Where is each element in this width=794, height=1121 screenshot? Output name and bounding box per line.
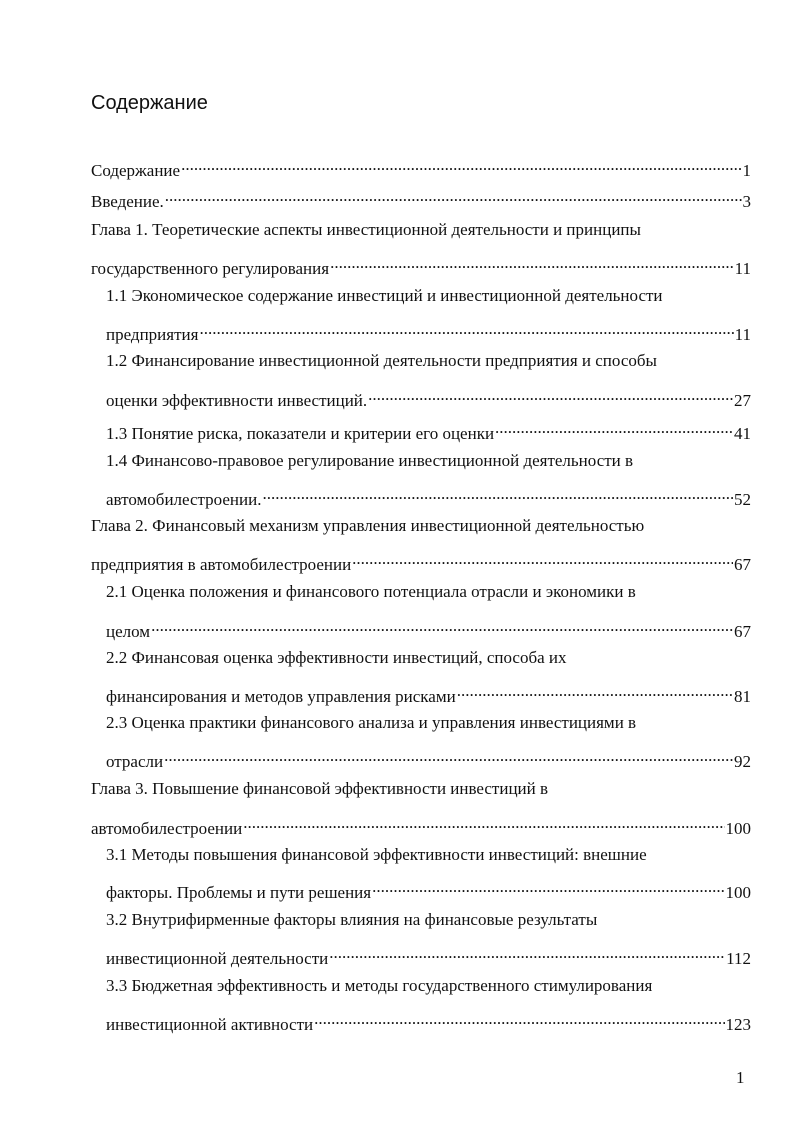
toc-leader-dots [329, 942, 725, 964]
toc-entry-1-2-line1[interactable] [106, 350, 657, 372]
toc-leader-dots [495, 417, 733, 439]
toc-entry-title: Содержание [91, 161, 181, 180]
toc-leader-dots [151, 615, 733, 637]
toc-entry-chapter2-line1[interactable] [91, 515, 644, 537]
toc-entry-2-3-line1[interactable] [106, 712, 636, 734]
toc-leader-dots [330, 252, 734, 274]
toc-entry-page: 123 [725, 1015, 751, 1034]
toc-entry-title: автомобилестроении [91, 819, 243, 838]
toc-entry-title: 3.3 Бюджетная эффективность и методы государственного стимулирования [106, 976, 653, 995]
toc-entry-page: 11 [734, 259, 751, 278]
toc-entry-page: 81 [734, 687, 751, 706]
toc-entry-title: финансирования и методов управления рисками [106, 687, 456, 706]
toc-entry-title: целом [106, 622, 151, 641]
toc-entry-1-4-line2[interactable] [106, 483, 751, 509]
toc-entry-page: 11 [734, 325, 751, 344]
toc-leader-dots [368, 384, 733, 406]
toc-entry-title: Введение. [91, 192, 164, 211]
toc-entry-title: 1.1 Экономическое содержание инвестиций и инвестиционной деятельности [106, 286, 663, 305]
toc-entry-title: 1.4 Финансово-правовое регулирование инвестиционной деятельности в [106, 451, 634, 470]
toc-entry-chapter1-line2[interactable] [91, 252, 751, 278]
toc-leader-dots [372, 876, 724, 898]
toc-entry-chapter2-line2[interactable] [91, 548, 751, 574]
toc-leader-dots [352, 548, 733, 570]
toc-entry-page: 112 [726, 949, 751, 968]
toc-leader-dots [181, 154, 741, 176]
toc-entry-title: 3.2 Внутрифирменные факторы влияния на финансовые результаты [106, 910, 598, 929]
toc-entry-title: Глава 3. Повышение финансовой эффективности инвестиций в [91, 779, 549, 798]
toc-entry-2-2-line2[interactable] [106, 680, 751, 706]
toc-entry-title: инвестиционной деятельности [106, 949, 329, 968]
toc-entry-page: 67 [734, 555, 751, 574]
toc-entry-page: 52 [734, 490, 751, 509]
toc-entry-page: 100 [725, 883, 751, 902]
toc-entry-title: инвестиционной активности [106, 1015, 314, 1034]
toc-entry-title: 2.1 Оценка положения и финансового потенциала отрасли и экономики в [106, 582, 636, 601]
toc-entry-title: 1.2 Финансирование инвестиционной деятельности предприятия и способы [106, 351, 657, 370]
toc-entry-3-1-line1[interactable] [106, 844, 647, 866]
page-number: 1 [736, 1068, 745, 1087]
toc-entry-title: предприятия в автомобилестроении [91, 555, 352, 574]
toc-entry-title: Глава 2. Финансовый механизм управления инвестиционной деятельностью [91, 516, 645, 535]
toc-leader-dots [165, 185, 742, 207]
toc-entry-3-1-line2[interactable] [106, 876, 751, 902]
toc-entry-3-2-line1[interactable] [106, 909, 597, 931]
page-title: Содержание [91, 92, 208, 114]
toc-entry-page: 67 [734, 622, 751, 641]
toc-entry-page: 92 [734, 752, 751, 771]
toc-leader-dots [314, 1008, 724, 1030]
toc-entry-2-3-line2[interactable] [106, 745, 751, 771]
toc-entry-1-1-line2[interactable] [106, 318, 751, 344]
toc-entry-2-1-line2[interactable] [106, 615, 751, 641]
toc-leader-dots [164, 745, 733, 767]
toc-leader-dots [262, 483, 733, 505]
toc-leader-dots [457, 680, 733, 702]
toc-leader-dots [243, 812, 724, 834]
toc-entry-page: 27 [734, 391, 751, 410]
toc-entry-title: Глава 1. Теоретические аспекты инвестиционной деятельности и принципы [91, 220, 641, 239]
toc-entry-contents[interactable] [91, 154, 751, 180]
toc-entry-title: 2.2 Финансовая оценка эффективности инвестиций, способа их [106, 648, 567, 667]
toc-entry-introduction[interactable] [91, 185, 751, 211]
toc-entry-page: 41 [734, 424, 751, 443]
toc-entry-3-3-line1[interactable] [106, 975, 652, 997]
toc-entry-title: отрасли [106, 752, 164, 771]
toc-entry-title: 2.3 Оценка практики финансового анализа и управления инвестициями в [106, 713, 637, 732]
toc-entry-title: факторы. Проблемы и пути решения [106, 883, 372, 902]
toc-entry-title: 1.3 Понятие риска, показатели и критерии его оценки [106, 424, 495, 443]
toc-entry-title: государственного регулирования [91, 259, 330, 278]
toc-entry-title: оценки эффективности инвестиций. [106, 391, 368, 410]
toc-entry-page: 100 [725, 819, 751, 838]
toc-entry-title: предприятия [106, 325, 199, 344]
toc-entry-1-3[interactable] [106, 417, 751, 443]
toc-entry-page: 3 [742, 192, 751, 211]
toc-entry-chapter1-line1[interactable] [91, 219, 641, 241]
toc-entry-1-2-line2[interactable] [106, 384, 751, 410]
toc-entry-3-2-line2[interactable] [106, 942, 751, 968]
toc-entry-1-1-line1[interactable] [106, 285, 663, 307]
toc-entry-2-2-line1[interactable] [106, 647, 567, 669]
toc-entry-title: автомобилестроении. [106, 490, 262, 509]
toc-entry-page: 1 [742, 161, 751, 180]
toc-entry-title: 3.1 Методы повышения финансовой эффективности инвестиций: внешние [106, 845, 647, 864]
toc-entry-1-4-line1[interactable] [106, 450, 633, 472]
toc-entry-3-3-line2[interactable] [106, 1008, 751, 1034]
toc-entry-2-1-line1[interactable] [106, 581, 636, 603]
toc-entry-chapter3-line2[interactable] [91, 812, 751, 838]
toc-leader-dots [199, 318, 733, 340]
toc-entry-chapter3-line1[interactable] [91, 778, 548, 800]
